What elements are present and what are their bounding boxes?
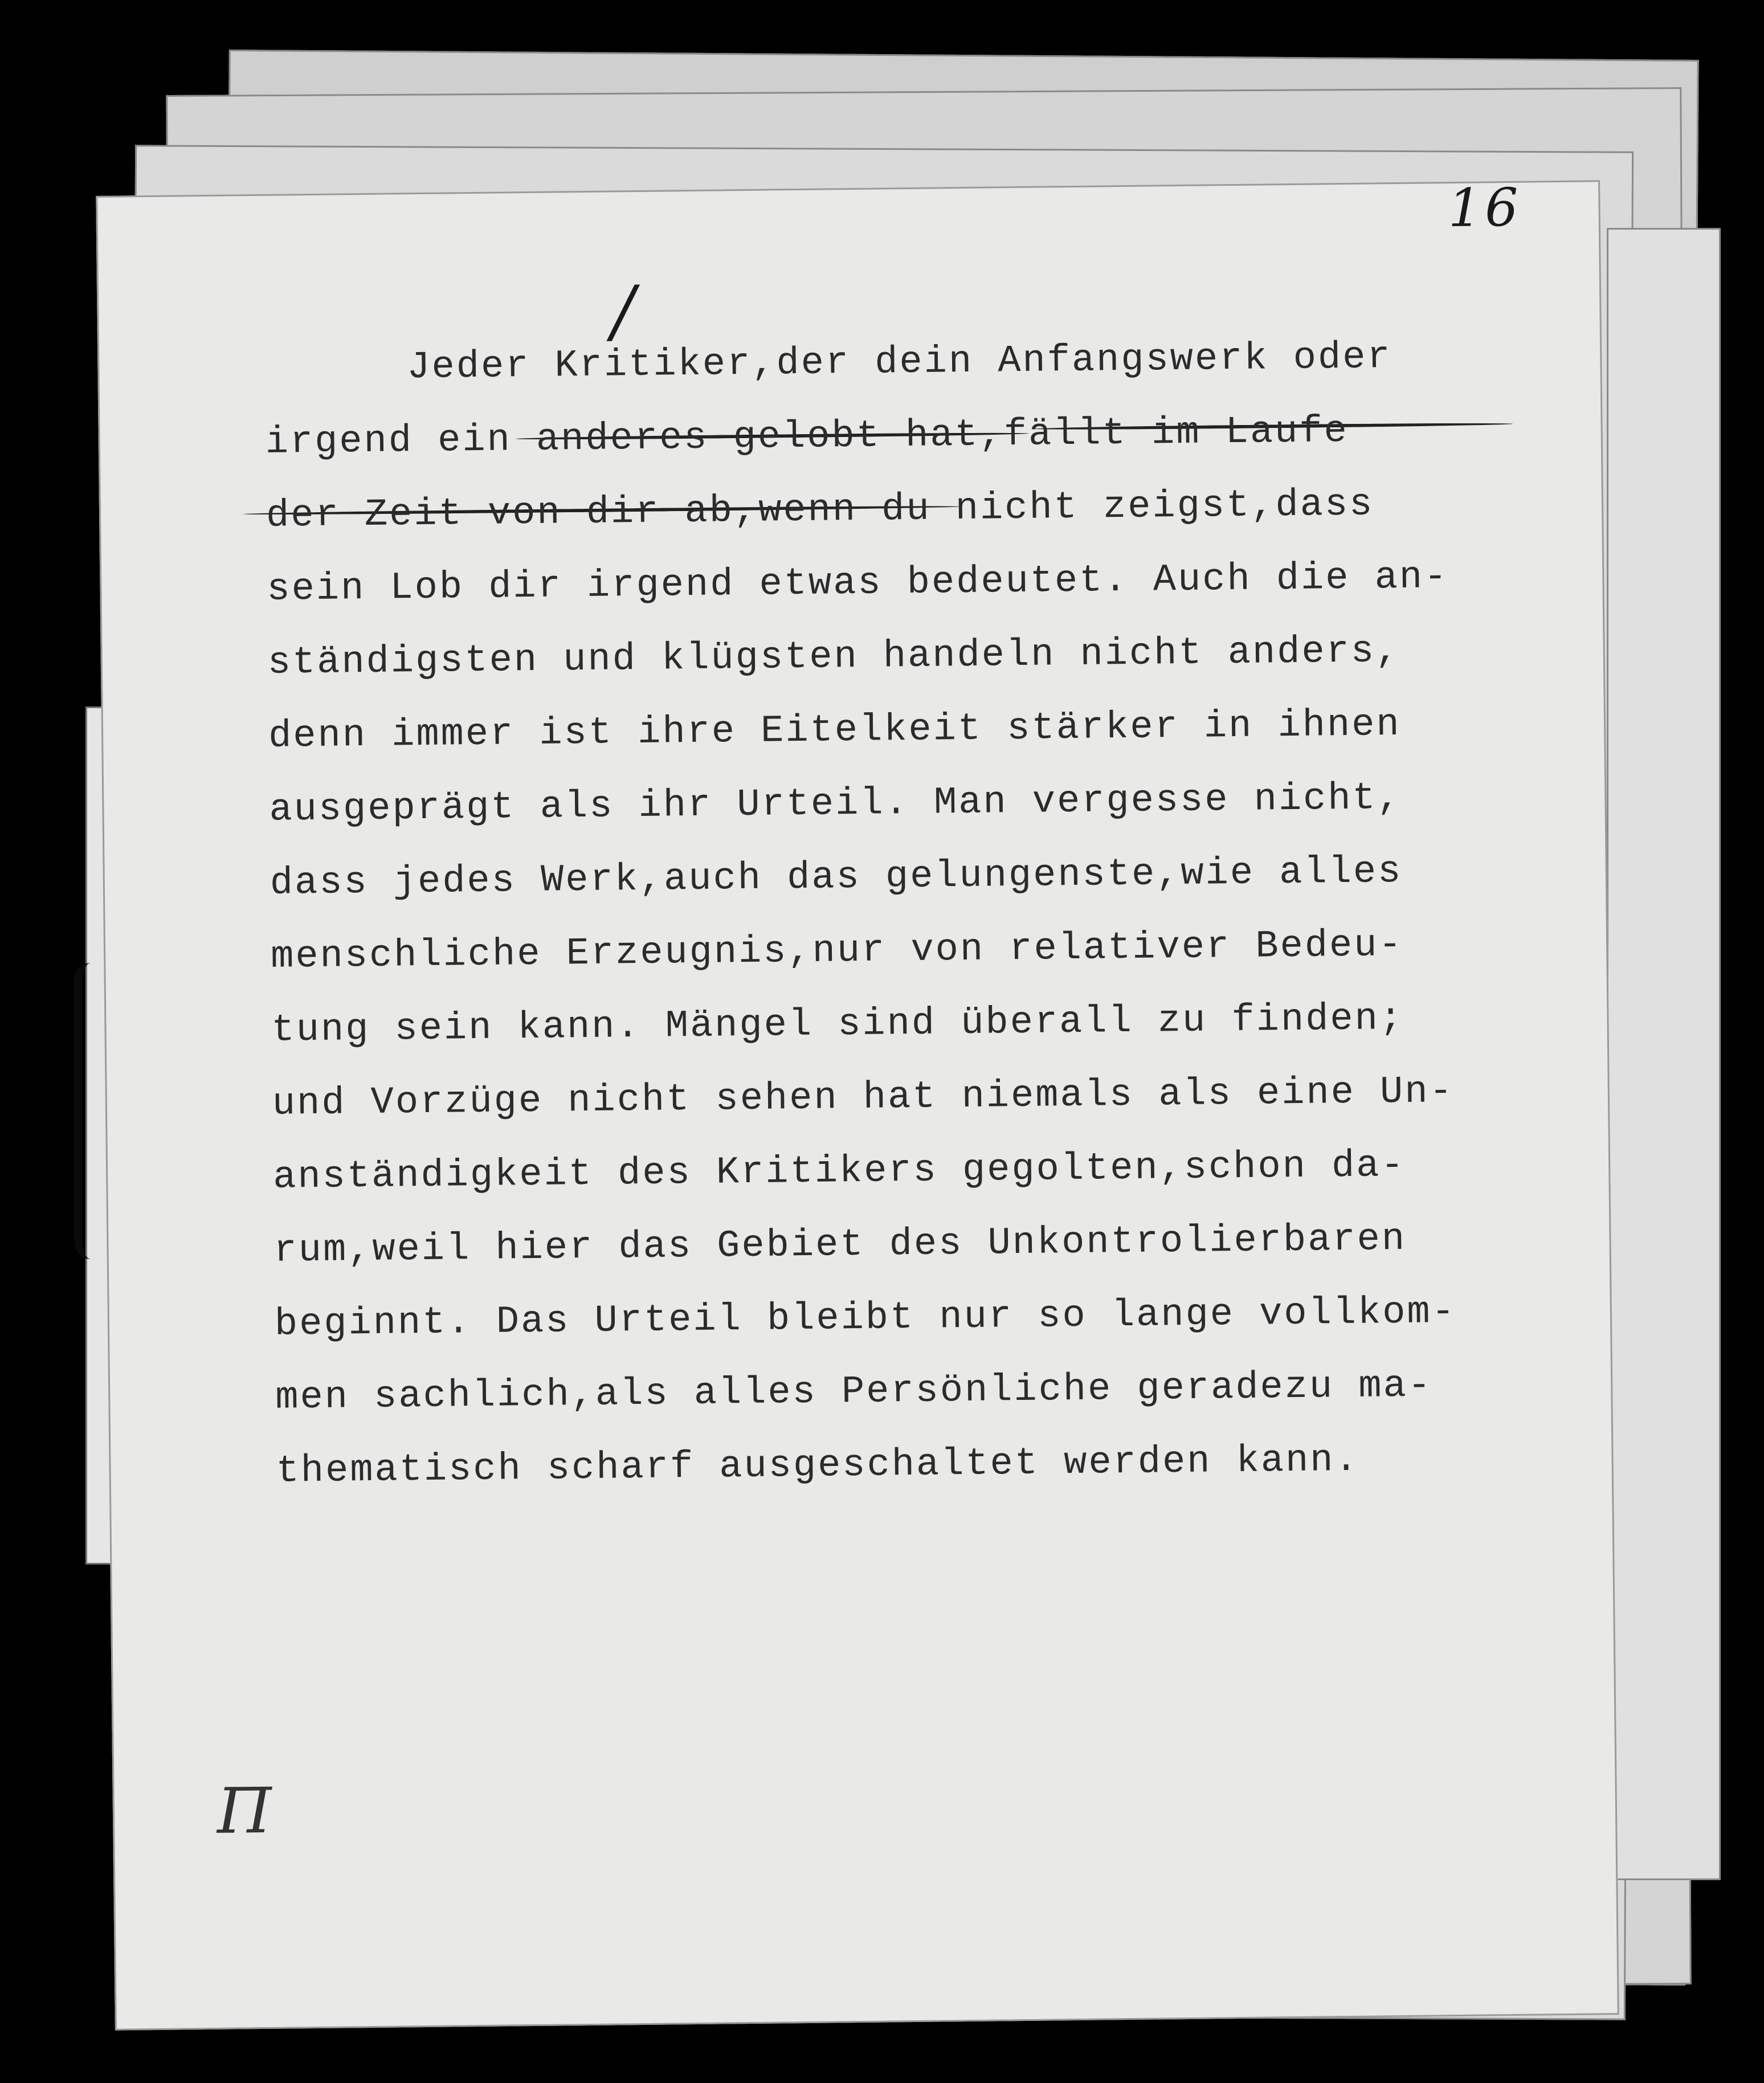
margin-mark: П: [217, 1774, 272, 1848]
text-line: der Zeit von dir ab,wenn du nicht zeigst,dass: [266, 483, 1374, 538]
text-line: beginnt. Das Urteil bleibt nur so lange vollkom-: [274, 1290, 1457, 1346]
typewritten-page: [96, 177, 1619, 2030]
folio-number: 16: [1448, 177, 1522, 239]
text-line: denn immer ist ihre Eitelkeit stärker in ihnen: [268, 702, 1401, 758]
text-line: irgend ein anderes gelobt hat,fällt im Laufe: [265, 409, 1349, 464]
text-line: menschliche Erzeugnis,nur von relativer Bedeu-: [270, 923, 1404, 979]
page-number-mark: /: [611, 272, 635, 352]
stacked-sheet-edge: [1607, 228, 1721, 1880]
text-line: und Vorzüge nicht sehen hat niemals als eine Un-: [272, 1070, 1455, 1126]
text-line: Jeder Kritiker,der dein Anfangswerk oder: [406, 336, 1392, 390]
text-line: sein Lob dir irgend etwas bedeutet. Auch die an-: [267, 556, 1449, 611]
text-line: men sachlich,als alles Persönliche geradezu ma-: [275, 1364, 1433, 1420]
text-line: anständigkeit des Kritikers gegolten,schon da-: [272, 1143, 1406, 1199]
text-line: thematisch scharf ausgeschaltet werden kann.: [276, 1438, 1360, 1493]
text-line: ausgeprägt als ihr Urteil. Man vergesse nicht,: [269, 776, 1402, 832]
body-text: [264, 319, 1587, 1509]
text-line: ständigsten und klügsten handeln nicht anders,: [267, 629, 1400, 685]
text-line: dass jedes Werk,auch das gelungenste,wie alles: [270, 849, 1403, 905]
text-line: tung sein kann. Mängel sind überall zu finden;: [271, 996, 1404, 1052]
text-line: rum,weil hier das Gebiet des Unkontrolierbaren: [273, 1217, 1407, 1273]
